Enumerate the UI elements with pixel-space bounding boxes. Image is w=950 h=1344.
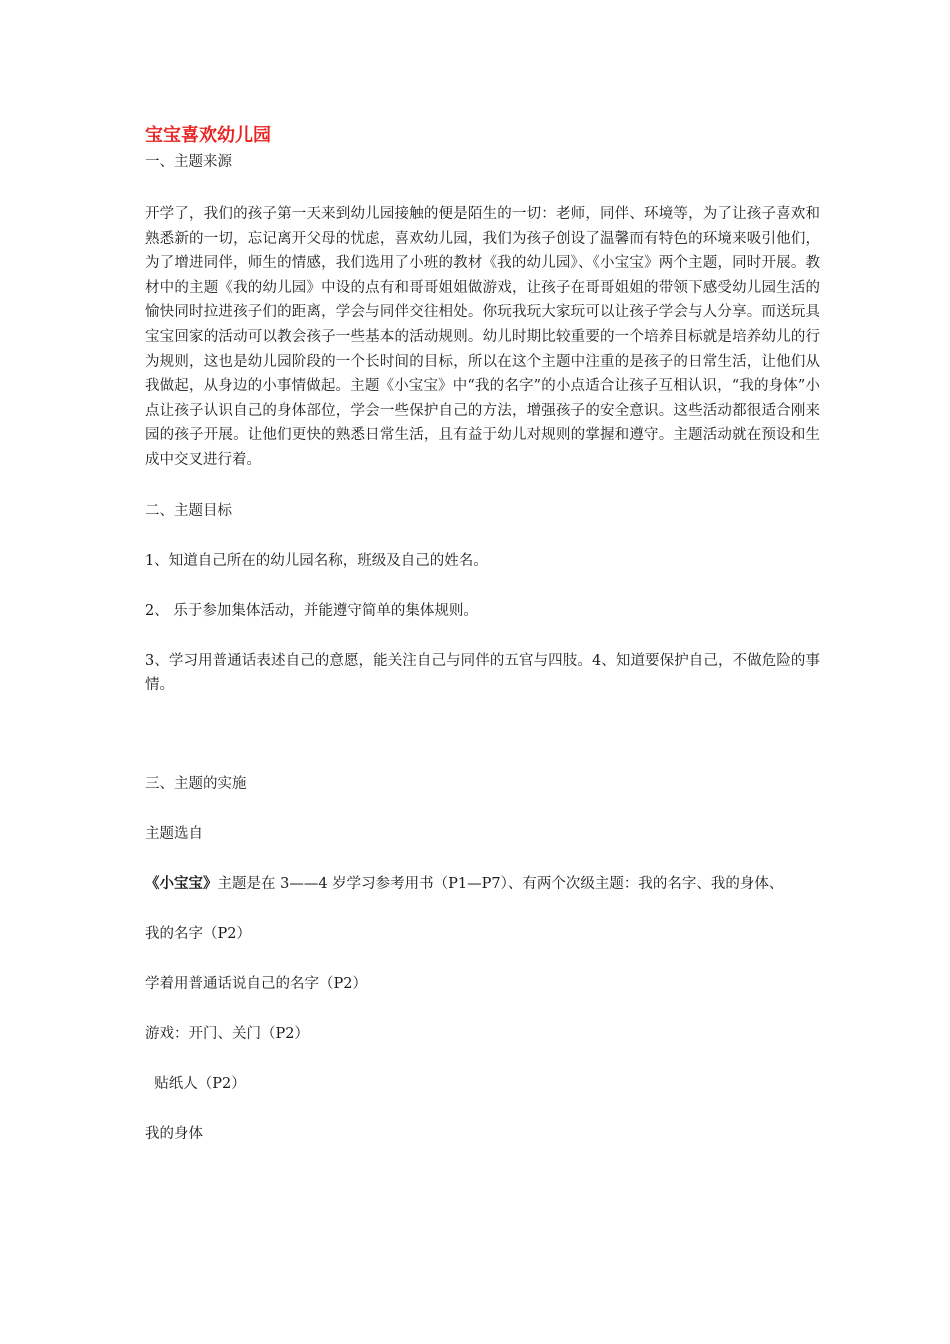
implementation-item-4: 贴纸人（P2） [145, 1076, 246, 1093]
goal-item-2: 2、 乐于参加集体活动，并能遵守简单的集体规则。 [145, 602, 478, 619]
implementation-item-5: 我的身体 [145, 1126, 203, 1143]
implementation-item-3: 游戏：开门、关门（P2） [145, 1026, 309, 1043]
section3-heading: 三、主题的实施 [145, 775, 247, 792]
goal-item-3: 3、学习用普通话表述自己的意愿，能关注自己与同伴的五官与四肢。4、知道要保护自己，不做危险的事情。 [145, 652, 820, 694]
section1-paragraph: 开学了，我们的孩子第一天来到幼儿园接触的便是陌生的一切：老师，同伴、环境等，为了让孩子喜欢和熟悉新的一切，忘记离开父母的忧虑，喜欢幼儿园，我们为孩子创设了温馨而有特色的环境来吸引他们，为了增进同伴，师生的情感，我们选用了小班的教材《我的幼儿园》、《小宝宝》两个主题，同时开展。教材中的主题《我的幼儿园》中设的点有和哥哥姐姐做游戏，让孩子在哥哥姐姐的带领下感受幼儿园生活的愉快同时拉进孩子们的距离，学会与同伴交往相处。你玩我玩大家玩可以让孩子学会与人分享。而送玩具宝宝回家的活动可以教会孩子一些基本的活动规则。幼儿时期比较重要的一个培养目标就是培养幼儿的行为规则，这也是幼儿园阶段的一个长时间的目标，所以在这个主题中注重的是孩子的日常生活，让他们从我做起，从身边的小事情做起。主题《小宝宝》中“我的名字”的小点适合让孩子互相认识，“我的身体”小点让孩子认识自己的身体部位，学会一些保护自己的方法，增强孩子的安全意识。这些活动都很适合刚来园的孩子开展。让他们更快的熟悉日常生活，且有益于幼儿对规则的掌握和遵守。主题活动就在预设和生成中交叉进行着。 [145, 206, 820, 468]
goal-item-1: 1、知道自己所在的幼儿园名称，班级及自己的姓名。 [145, 552, 488, 569]
intro-description: 主题是在 3——4 岁学习参考用书（P1—P7）、有两个次级主题：我的名字、我的身体、 [217, 875, 784, 892]
document-page [145, 122, 820, 1146]
implementation-item-1: 我的名字（P2） [145, 926, 251, 943]
document-title: 宝宝喜欢幼儿园 [145, 125, 271, 146]
section3-intro [145, 872, 820, 897]
section3-subheading: 主题选自 [145, 825, 203, 842]
section1-heading: 一、主题来源 [145, 154, 232, 170]
section2-heading: 二、主题目标 [145, 502, 232, 519]
implementation-item-2: 学着用普通话说自己的名字（P2） [145, 976, 367, 993]
intro-book-title: 《小宝宝》 [145, 874, 218, 892]
